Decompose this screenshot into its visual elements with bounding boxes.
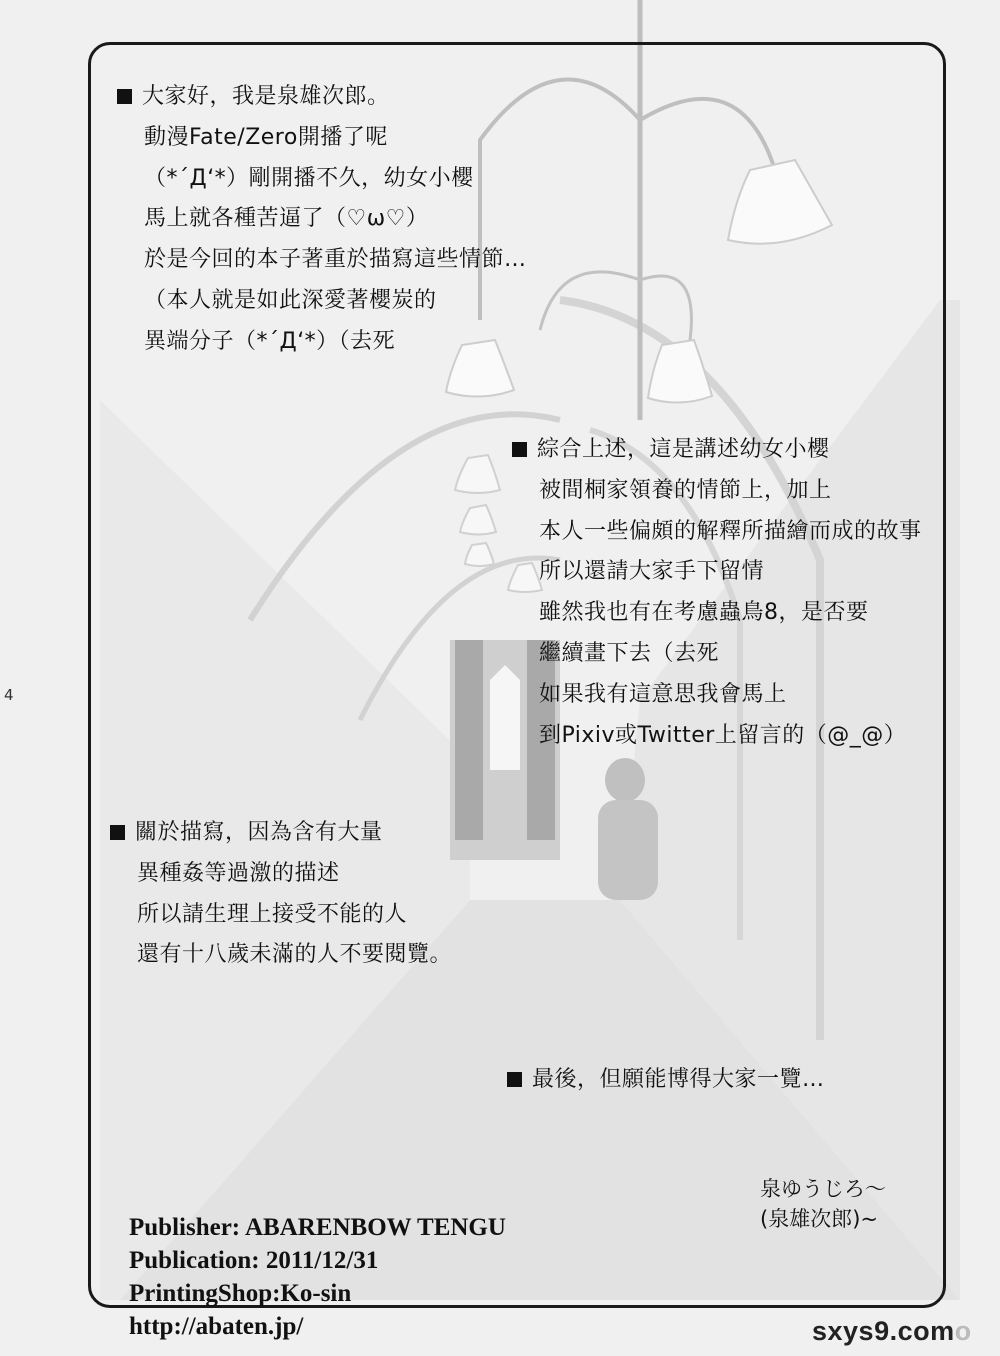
website-link[interactable]: http://abaten.jp/ bbox=[129, 1313, 304, 1340]
section-line: 動漫Fate/Zero開播了呢 bbox=[144, 124, 388, 150]
section-line: 雖然我也有在考慮蟲鳥8，是否要 bbox=[539, 600, 869, 626]
section-line: 被間桐家領養的情節上，加上 bbox=[539, 477, 832, 503]
publisher-line: Publisher: ABARENBOW TENGU bbox=[129, 1214, 506, 1241]
square-bullet-icon bbox=[507, 1072, 522, 1087]
publisher-info bbox=[129, 1211, 506, 1343]
section-line: （本人就是如此深愛著櫻炭的 bbox=[144, 287, 437, 313]
author-signature bbox=[760, 1174, 886, 1234]
warning-section bbox=[110, 813, 452, 976]
signature-line: 泉ゆうじろ～ bbox=[760, 1177, 886, 1201]
signature-line: (泉雄次郎)~ bbox=[760, 1207, 878, 1231]
greeting-section bbox=[117, 77, 527, 363]
section-line: 所以請生理上接受不能的人 bbox=[137, 901, 408, 927]
section-line: 如果我有這意思我會馬上 bbox=[539, 681, 787, 707]
publication-date-line: Publication: 2011/12/31 bbox=[129, 1247, 379, 1274]
section-line: 異端分子（*´Д‘*）（去死 bbox=[144, 328, 396, 354]
section-line: 大家好，我是泉雄次郎。 bbox=[117, 77, 527, 118]
section-line: 關於描寫，因為含有大量 bbox=[110, 813, 452, 854]
square-bullet-icon bbox=[110, 825, 125, 840]
page-number: 4 bbox=[4, 686, 14, 704]
section-line: 於是今回的本子著重於描寫這些情節… bbox=[144, 247, 527, 273]
square-bullet-icon bbox=[512, 442, 527, 457]
section-line: 還有十八歲未滿的人不要閱覽。 bbox=[137, 942, 453, 968]
section-line: 到Pixiv或Twitter上留言的（@_@） bbox=[539, 722, 907, 748]
section-line: 所以還請大家手下留情 bbox=[539, 559, 765, 585]
section-line: 馬上就各種苦逼了（♡ω♡） bbox=[144, 206, 429, 232]
summary-section bbox=[512, 430, 922, 756]
section-line: 繼續畫下去（去死 bbox=[539, 640, 720, 666]
closing-section bbox=[507, 1060, 825, 1101]
site-watermark: sxys9.como bbox=[812, 1316, 972, 1346]
section-line: 綜合上述，這是講述幼女小櫻 bbox=[512, 430, 922, 471]
printing-shop-line: PrintingShop:Ko-sin bbox=[129, 1280, 352, 1307]
square-bullet-icon bbox=[117, 89, 132, 104]
section-line: 最後，但願能博得大家一覽… bbox=[507, 1060, 825, 1101]
section-line: 異種姦等過激的描述 bbox=[137, 860, 340, 886]
section-line: （*´Д‘*）剛開播不久，幼女小櫻 bbox=[144, 165, 474, 191]
section-line: 本人一些偏頗的解釋所描繪而成的故事 bbox=[539, 518, 922, 544]
